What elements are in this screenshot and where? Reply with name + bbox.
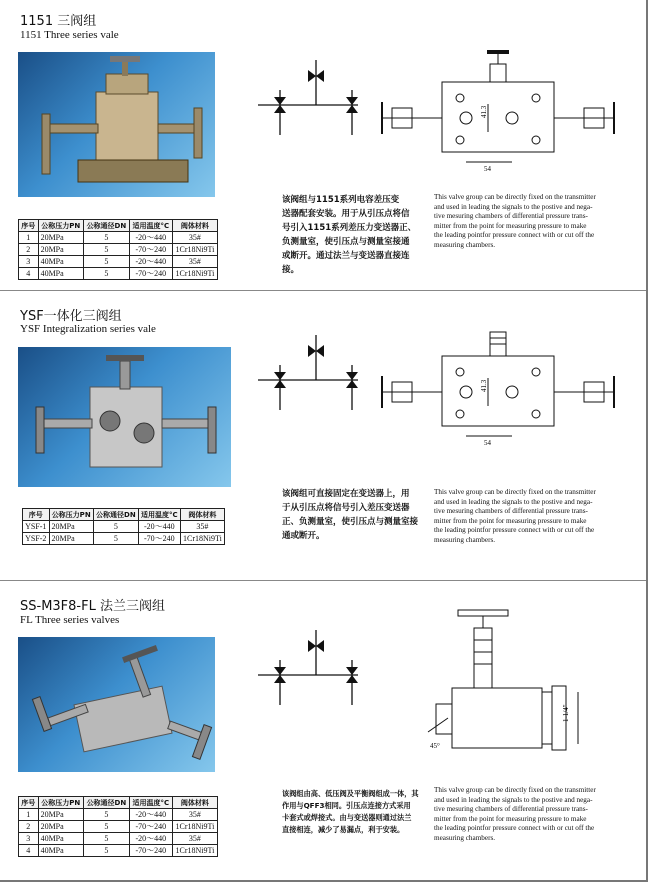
- desc-line: measuring chambers.: [434, 240, 496, 249]
- desc-line: mitter from the point for measuring pressure to make: [434, 814, 587, 823]
- cell: 35#: [180, 521, 224, 533]
- cell: 5: [83, 821, 129, 833]
- valve-schematic: [258, 60, 358, 140]
- cell: 1Cr18Ni9Ti: [180, 533, 224, 545]
- cell: 3: [19, 833, 39, 845]
- cell: 5: [83, 244, 129, 256]
- dim-vertical-label: 41.3: [480, 105, 488, 118]
- cell: 35#: [172, 232, 217, 244]
- desc-line: tive mesuring chambers of differential pressure trans-: [434, 507, 588, 515]
- description-cn: [282, 487, 422, 543]
- desc-line: and used in leading the signals to the postive and nega-: [434, 497, 593, 506]
- cell: -70～240: [129, 821, 172, 833]
- table-row: [19, 833, 218, 845]
- cell: 3: [19, 256, 39, 268]
- desc-line: 该阀组可直接固定在变送器上，用: [282, 489, 410, 499]
- table-row: [19, 232, 218, 244]
- desc-line: This valve group can be directly fixed on the transmitter: [434, 193, 596, 201]
- cell: -20～440: [129, 809, 172, 821]
- dim-vertical-label: 41.3: [480, 379, 488, 392]
- desc-line: measuring chambers.: [434, 833, 496, 842]
- section-title-en: YSF Integralization series vale: [20, 323, 156, 335]
- valve-schematic: [258, 335, 358, 415]
- cell: 40MPa: [38, 256, 83, 268]
- cell: 20MPa: [38, 244, 83, 256]
- cell: 5: [83, 256, 129, 268]
- valve-schematic: [258, 630, 358, 710]
- cell: 1Cr18Ni9Ti: [172, 244, 217, 256]
- cell: 4: [19, 845, 39, 857]
- cell: 35#: [172, 256, 217, 268]
- product-photo: [18, 637, 215, 772]
- table-row: [19, 244, 218, 256]
- col-header: 序号: [19, 220, 39, 232]
- col-header: 公称通径DN: [83, 797, 129, 809]
- col-header: 序号: [19, 797, 39, 809]
- cell: 40MPa: [38, 845, 83, 857]
- valve-dimension-drawing: [382, 44, 622, 174]
- section-divider: [0, 290, 646, 291]
- table-row: [19, 809, 218, 821]
- table-row: [19, 821, 218, 833]
- col-header: 公称压力PN: [49, 509, 93, 521]
- desc-line: 送器配套安装。用于从引压点将信: [282, 209, 410, 219]
- desc-line: and used in leading the signals to the postive and nega-: [434, 795, 593, 804]
- col-header: 适用温度°C: [129, 220, 172, 232]
- cell: -20～440: [129, 232, 172, 244]
- desc-line: 或断开。通过法兰与变送器直接连: [282, 251, 410, 261]
- desc-line: 卡套式或焊接式。由与变送器则通过法兰: [282, 813, 412, 822]
- col-header: 阀体材料: [180, 509, 224, 521]
- desc-line: 负测量室，使引压点与测量室接通: [282, 237, 410, 247]
- cell: 5: [83, 809, 129, 821]
- valve-dimension-drawing: [382, 318, 622, 448]
- desc-line: and used in leading the signals to the postive and nega-: [434, 202, 593, 211]
- description-en: [434, 488, 634, 545]
- desc-line: This valve group can be directly fixed on the transmitter: [434, 786, 596, 794]
- col-header: 阀体材料: [172, 797, 217, 809]
- desc-line: mitter from the point for measuring pressure to make: [434, 516, 587, 525]
- col-header: 适用温度°C: [138, 509, 180, 521]
- col-header: 公称通径DN: [93, 509, 138, 521]
- desc-line: tive mesuring chambers of differential pressure trans-: [434, 212, 588, 220]
- cell: 2: [19, 244, 39, 256]
- cell: -70～240: [129, 244, 172, 256]
- desc-line: mitter from the point for measuring pressure to make: [434, 221, 587, 230]
- cell: 5: [93, 533, 138, 545]
- desc-line: 直接相连，减少了易漏点，利于安装。: [282, 825, 405, 834]
- cell: -20～440: [129, 833, 172, 845]
- dim-horizontal-label: 54: [484, 439, 491, 447]
- spec-table: [18, 796, 218, 857]
- desc-line: tive mesuring chambers of differential pressure trans-: [434, 805, 588, 813]
- section-title-cn: YSF一体化三阀组: [20, 309, 122, 324]
- section-title-cn: 1151 三阀组: [20, 14, 97, 29]
- section-title-en: 1151 Three series vale: [20, 29, 119, 41]
- cell: 20MPa: [49, 521, 93, 533]
- cell: 40MPa: [38, 833, 83, 845]
- dim-angle-label: 45°: [430, 742, 440, 750]
- cell: 2: [19, 821, 39, 833]
- desc-line: This valve group can be directly fixed on the transmitter: [434, 488, 596, 496]
- table-row: [23, 533, 225, 545]
- cell: 1: [19, 809, 39, 821]
- cell: 20MPa: [38, 232, 83, 244]
- cell: 5: [83, 845, 129, 857]
- table-row: [19, 845, 218, 857]
- desc-line: 正、负测量室，使引压点与测量室接: [282, 517, 419, 527]
- desc-line: 作用与QFF3相同。引压点连接方式采用: [282, 801, 411, 810]
- desc-line: 该阀组由高、低压阀及平衡阀组成一体，其: [282, 789, 419, 798]
- table-row: [19, 268, 218, 280]
- cell: 20MPa: [38, 809, 83, 821]
- cell: 20MPa: [49, 533, 93, 545]
- cell: -20～440: [138, 521, 180, 533]
- cell: 1Cr18Ni9Ti: [172, 845, 217, 857]
- cell: -70～240: [129, 845, 172, 857]
- cell: 35#: [172, 809, 217, 821]
- cell: 1Cr18Ni9Ti: [172, 821, 217, 833]
- cell: 5: [83, 232, 129, 244]
- description-cn: [282, 788, 427, 836]
- col-header: 阀体材料: [172, 220, 217, 232]
- cell: 40MPa: [38, 268, 83, 280]
- desc-line: 接。: [282, 265, 300, 275]
- cell: YSF-2: [23, 533, 50, 545]
- cell: 1: [19, 232, 39, 244]
- desc-line: 该阀组与1151系列电容差压变: [282, 195, 400, 205]
- cell: 5: [83, 833, 129, 845]
- desc-line: 号引入1151系列差压力变送器正、: [282, 223, 417, 233]
- description-en: [434, 786, 634, 843]
- valve-photo-illustration: [18, 347, 231, 487]
- cell: -70～240: [129, 268, 172, 280]
- desc-line: measuring chambers.: [434, 535, 496, 544]
- cell: -70～240: [138, 533, 180, 545]
- cell: 20MPa: [38, 821, 83, 833]
- cell: 5: [93, 521, 138, 533]
- dim-vertical-label: 1-1/4": [562, 704, 570, 722]
- col-header: 适用温度°C: [129, 797, 172, 809]
- desc-line: 通或断开。: [282, 531, 325, 541]
- col-header: 公称通径DN: [83, 220, 129, 232]
- col-header: 序号: [23, 509, 50, 521]
- col-header: 公称压力PN: [38, 797, 83, 809]
- cell: -20～440: [129, 256, 172, 268]
- flange-dimension-drawing: [428, 608, 618, 758]
- section-divider: [0, 580, 646, 581]
- cell: 1Cr18Ni9Ti: [172, 268, 217, 280]
- product-photo: [18, 52, 215, 197]
- valve-photo-illustration: [18, 637, 215, 772]
- cell: YSF-1: [23, 521, 50, 533]
- dim-horizontal-label: 54: [484, 165, 491, 173]
- section-title-cn: SS-M3F8-FL 法兰三阀组: [20, 599, 165, 614]
- col-header: 公称压力PN: [38, 220, 83, 232]
- spec-table: [22, 508, 225, 545]
- table-row: [19, 256, 218, 268]
- spec-table: [18, 219, 218, 280]
- section-title-en: FL Three series valves: [20, 614, 120, 626]
- cell: 5: [83, 268, 129, 280]
- desc-line: the leading pointfor pressure connect with or cut off the: [434, 526, 595, 534]
- cell: 4: [19, 268, 39, 280]
- description-cn: [282, 193, 422, 277]
- desc-line: the leading pointfor pressure connect with or cut off the: [434, 231, 595, 239]
- desc-line: 于从引压点将信号引入差压变送器: [282, 503, 410, 513]
- valve-photo-illustration: [18, 52, 215, 197]
- desc-line: the leading pointfor pressure connect with or cut off the: [434, 824, 595, 832]
- table-row: [23, 521, 225, 533]
- description-en: [434, 193, 634, 250]
- cell: 35#: [172, 833, 217, 845]
- product-photo: [18, 347, 231, 487]
